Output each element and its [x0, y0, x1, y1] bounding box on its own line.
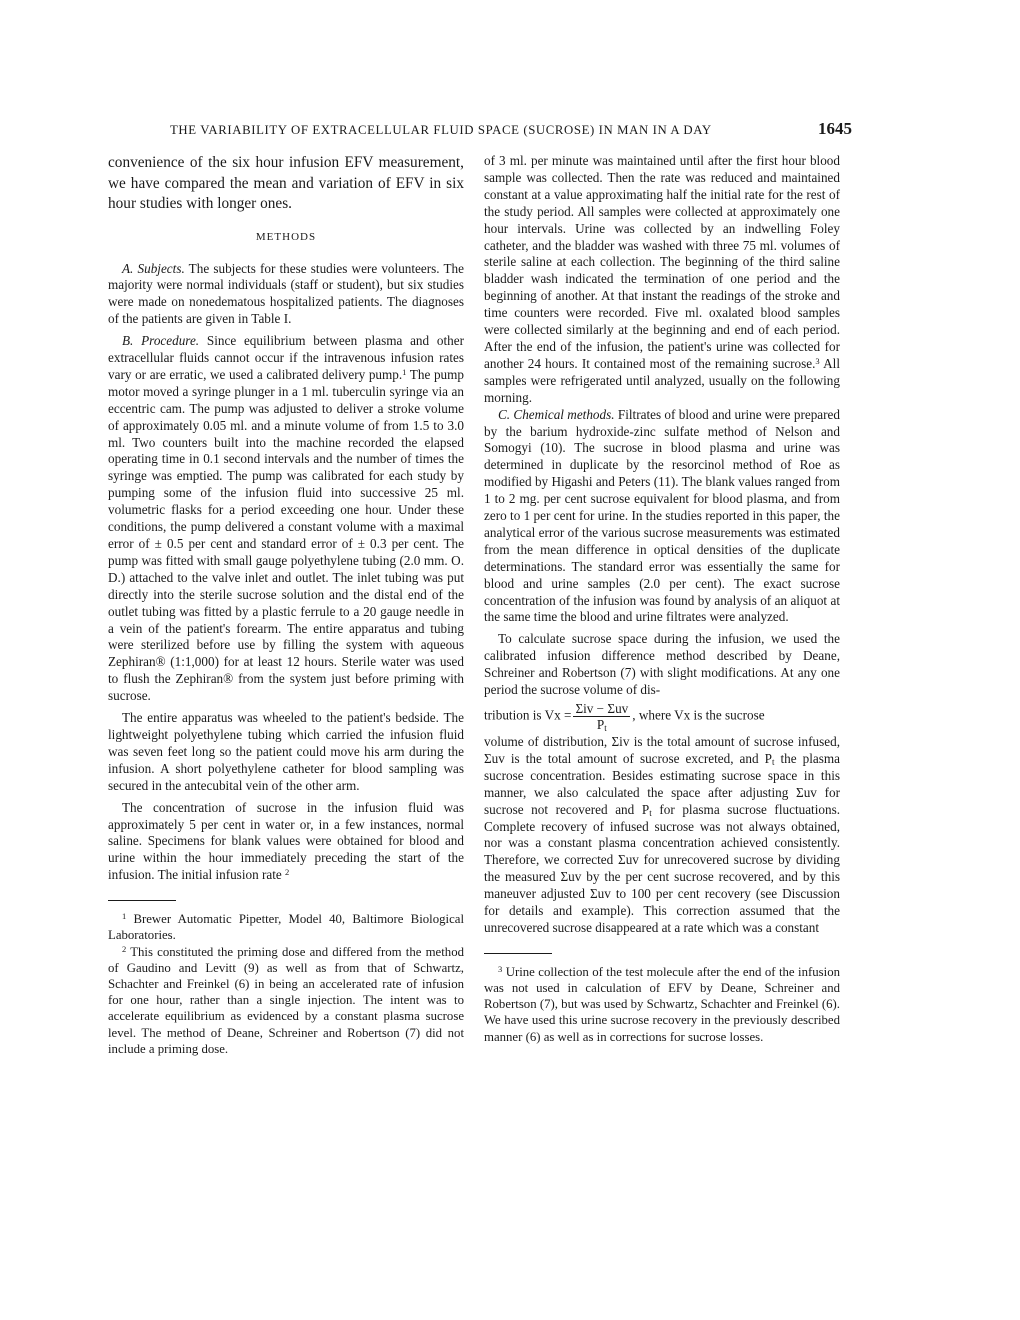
chemical-methods-paragraph	[484, 407, 840, 627]
running-title: THE VARIABILITY OF EXTRACELLULAR FLUID SPACE (SUCROSE) IN MAN IN A DAY	[170, 123, 712, 137]
formula-lead: tribution is	[484, 707, 545, 723]
footnote-ref-3: 3	[815, 355, 820, 366]
footnote-2-text: This constituted the priming dose and differed from the method of Gaudino and Levitt (9) as well as from that of Schwartz, Schachter and Freinkel (6) in being an accelerated rate of infusion for one hour, rather than a single injection. The intent was to accelerate equilibrium as evidenced by a constant plasma sucrose level. The method of Deane, Schreiner and Robertson (7) did not include a priming dose.	[108, 944, 464, 1056]
definitions-sub-1: t	[771, 756, 775, 767]
running-head	[108, 120, 852, 142]
procedure-paragraph	[108, 333, 464, 705]
subjects-text: The subjects for these studies were volunteers. The majority were normal individuals (staff or student), but six studies were made on nonedematous hospitalized patients. The diagnoses of the patients are given in Table I.	[108, 260, 464, 327]
footnote-rule	[108, 900, 176, 901]
footnote-3-mark: 3	[498, 963, 503, 974]
continuation-text-a: of 3 ml. per minute was maintained until after the first hour blood sample was collected. Then the rate was reduced and maintained constant at a value approximating half the initial rate for the rest of the study period. All samples were collected at approximately one hour intervals. Urine was collected by an indwelling Foley catheter, and the bladder was washed with three 75 ml. volumes of sterile saline at each collection. The beginning of the third saline bladder wash indicated the termination of one period and the beginning of another. At that instant the readings of the stroke and time counters were recorded. Five ml. oxalated blood samples were collected similarly at the beginning and end of each period. After the end of the infusion, the patient's urine was collected for another 24 hours. It contained most of the remaining sucrose.	[484, 153, 840, 371]
right-column	[484, 153, 840, 1045]
footnote-2	[108, 944, 464, 1057]
definitions-text-a: volume of distribution, Σiv is the total amount of sucrose infused, Σuv is the total amount of sucrose excreted, and P	[484, 734, 840, 766]
continuation-paragraph	[484, 153, 840, 407]
intro-paragraph: convenience of the six hour infusion EFV measurement, we have compared the mean and variation of EFV in six hour studies with longer ones.	[108, 154, 464, 212]
sucrose-space-formula	[484, 701, 840, 732]
footnote-2-mark: 2	[122, 943, 127, 954]
left-column	[108, 153, 464, 1057]
chemical-methods-text: Filtrates of blood and urine were prepared by the barium hydroxide-zinc sulfate method of Nelson and Somogyi (10). The sucrose in blood plasma and urine was determined in duplicate by the resorcinol method of Roe as modified by Higashi and Peters (11). The blank values ranged from 1 to 2 mg. per cent sucrose equivalent for blood plasma, and from zero to 1 per cent for urine. In the studies reported in this paper, the analytical error of the various sucrose measurements was estimated from the mean difference in optical densities of the duplicate determinations. The standard error was essentially the same for blood and urine samples (2.0 per cent). The exact sucrose concentration of the infusion was found by analysis of an aliquot at the same time the blood and urine filtrates were analyzed.	[484, 406, 840, 625]
definitions-sub-2: t	[649, 807, 652, 818]
definitions-text-c: for plasma sucrose fluctuations. Complete recovery of infused sucrose was not always obtained, nor was a constant plasma concentration achieved consistently. Therefore, we corrected Σuv for unrecovered sucrose by dividing the measured Σuv by the per cent sucrose recovered, and by this maneuver adjusted Σuv to 100 per cent recovery (see Discussion for details and example). This correction assumed that the unrecovered sucrose disappeared at a rate which was a constant	[484, 801, 840, 935]
concentration-paragraph	[108, 800, 464, 885]
definitions-paragraph	[484, 734, 840, 937]
footnote-1	[108, 911, 464, 943]
formula-fraction	[573, 701, 630, 732]
footnote-ref-1: 1	[402, 366, 407, 377]
formula-numerator: Σiv − Σuv	[575, 701, 629, 716]
procedure-text-a: Since equilibrium between plasma and other extracellular fluids cannot occur if the intravenous infusion rates vary or are erratic, we used a calibrated delivery pump.	[108, 333, 464, 382]
footnote-1-mark: 1	[122, 911, 127, 922]
concentration-text: The concentration of sucrose in the infusion fluid was approximately 5 per cent in water or, in a few instances, normal saline. Specimens for blank values were obtained for blood and urine within the hour immediately preceding the start of the infusion. The initial infusion rate	[108, 799, 464, 883]
formula-denominator-sub: t	[604, 723, 607, 733]
formula-tail: , where Vx is the sucrose	[632, 707, 765, 723]
definitions-text-b: the plasma sucrose concentration. Besides estimating sucrose space in this manner, we also calculated the space after adjusting Σuv for sucrose not recovered and P	[484, 750, 840, 817]
footnote-rule-right	[484, 953, 552, 954]
page-number: 1645	[818, 119, 852, 138]
formula-denominator-wrap	[573, 717, 630, 732]
formula-denominator: P	[596, 717, 605, 732]
formula-lhs: Vx =	[544, 707, 572, 723]
procedure-label: B. Procedure.	[122, 333, 200, 349]
footnote-3-text: Urine collection of the test molecule after the end of the infusion was not used in calculation of EFV by Deane, Schreiner and Robertson (7), but was used by Schwartz, Schachter and Freinkel (6). We have used this urine sucrose recovery in the previously described manner (6) as well as in corrections for sucrose losses.	[484, 964, 840, 1044]
footnote-ref-2: 2	[285, 867, 290, 878]
subjects-label: A. Subjects.	[122, 260, 185, 276]
footnote-3	[484, 964, 840, 1045]
methods-heading: METHODS	[255, 230, 317, 243]
procedure-text-b: The pump motor moved a syringe plunger in a 1 ml. tuberculin syringe via an eccentric cam. The pump was adjusted to deliver a stroke volume of approximately 0.05 ml. and a minute volume of from 1.5 to 3.0 ml. Two counters built into the machine recorded the elapsed operating time in 0.1 second intervals and the number of times the syringe was emptied. The pump was calibrated for each study by pumping some of the infusion fluid into successive 25 ml. volumetric flasks for a period exceeding one hour. Under these conditions, the pump delivered a constant volume with a maximal error of ± 0.5 per cent and standard error of ± 0.3 per cent. The pump was fitted with small gauge polyethylene tubing (2.0 mm. O. D.) attached to the valve inlet and outlet. The inlet tubing was put directly into the sterile sucrose solution and the distal end of the outlet tubing was fitted by a plastic ferrule to a 20 gauge needle in a vein of the patient's forearm. The entire apparatus and tubing were sterilized before use by filling the system with aqueous Zephiran® (1:1,000) for at least 12 hours. Sterile water was used to flush the Zephiran® from the system just before priming with sucrose.	[108, 366, 464, 704]
apparatus-paragraph: The entire apparatus was wheeled to the patient's bedside. The lightweight polyethylene tubing which carried the infusion fluid was seven feet long so the patient could move his arm during the infusion. A short polyethylene catheter for blood sampling was secured in the antecubital vein of the other arm.	[108, 710, 464, 793]
footnote-1-text: Brewer Automatic Pipetter, Model 40, Baltimore Biological Laboratories.	[108, 912, 464, 943]
continuation-text-b: All samples were refrigerated until analyzed, usually on the following morning.	[484, 355, 840, 405]
chemical-methods-label: C. Chemical methods.	[498, 406, 615, 422]
subjects-paragraph	[108, 261, 464, 329]
calculation-paragraph: To calculate sucrose space during the infusion, we used the calibrated infusion difference method described by Deane, Schreiner and Robertson (7) with slight modifications. At any one period the sucrose volume of dis-	[484, 631, 840, 698]
